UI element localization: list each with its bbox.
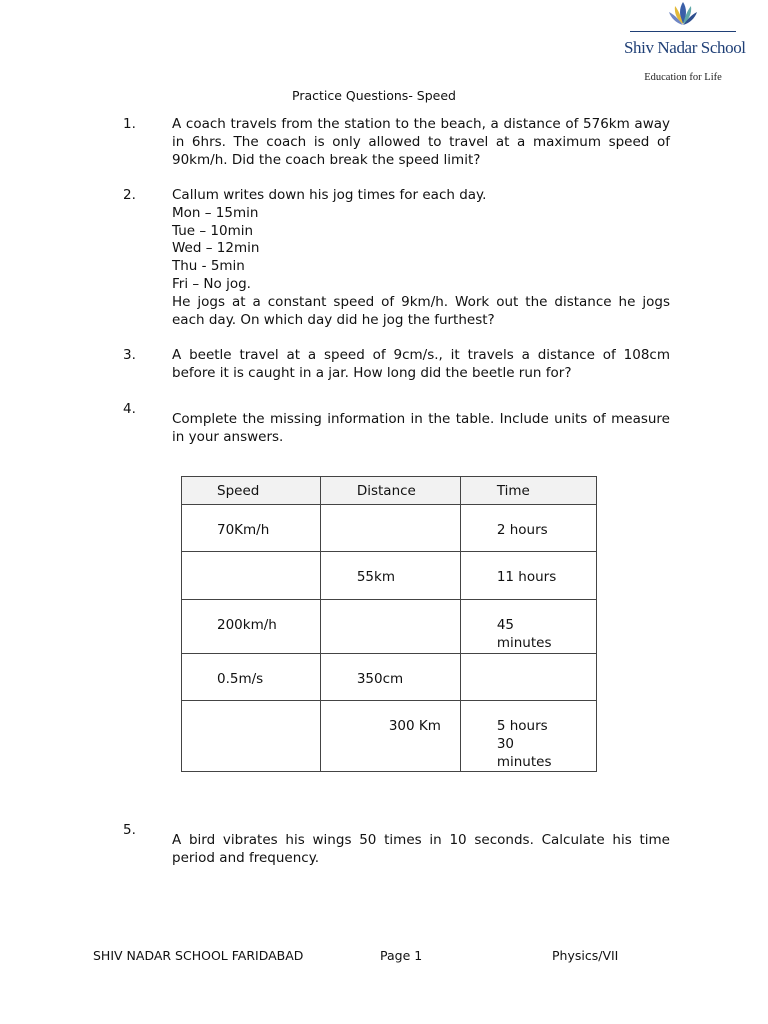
speed-distance-time-table [181, 476, 597, 772]
footer-page-number: Page 1 [380, 948, 423, 963]
table-cell-distance: 55km [356, 569, 395, 585]
table-cell-speed [217, 701, 320, 718]
table-row [182, 654, 597, 701]
jog-day: Fri – No jog. [172, 275, 251, 292]
question-text: A coach travels from the station to the beach, a distance of 576km away in 6hrs. The coach is only allowed to travel at a maximum speed of 90km/h. Did the coach break the speed limit? [172, 116, 670, 168]
question-text: A beetle travel at a speed of 9cm/s., it travels a distance of 108cm before it is caught in a jar. How long did the beetle run for? [172, 347, 670, 381]
question-number: 1. [123, 116, 136, 132]
question-text: A bird vibrates his wings 50 times in 10 seconds. Calculate his time period and frequency. [172, 832, 670, 866]
school-logo [624, 0, 746, 90]
lotus-icon [666, 0, 700, 30]
table-cell-distance [357, 600, 460, 617]
logo-tagline: Education for Life [644, 72, 722, 83]
jog-day: Tue – 10min [172, 222, 254, 239]
table-row [182, 552, 597, 600]
question-number: 5. [123, 822, 136, 838]
table-cell-time: 45 minutes [496, 617, 552, 651]
question-number: 2. [123, 187, 136, 203]
question-number: 3. [123, 347, 136, 363]
question-text: Complete the missing information in the table. Include units of measure in your answers. [172, 411, 670, 445]
table-cell-speed: 0.5m/s [217, 671, 264, 687]
footer-school: SHIV NADAR SCHOOL FARIDABAD [93, 948, 304, 963]
table-cell-speed: 70Km/h [217, 522, 270, 538]
table-cell-time: 5 hours 30 minutes [496, 718, 552, 770]
jog-day: Wed – 12min [172, 240, 260, 257]
column-header-speed: Speed [182, 477, 321, 505]
table-cell-distance [357, 505, 460, 522]
table-cell-time: 11 hours [496, 569, 557, 585]
table-row [182, 505, 597, 552]
table-cell-time: 2 hours [496, 522, 548, 538]
table-row [182, 600, 597, 654]
question-intro: Callum writes down his jog times for each day. [172, 187, 487, 203]
logo-school-name: Shiv Nadar School [624, 38, 746, 57]
question-body [172, 187, 670, 329]
table-cell-distance: 350cm [356, 671, 404, 687]
column-header-time: Time [460, 477, 596, 505]
table-cell-time [497, 654, 596, 671]
table-cell-speed: 200km/h [217, 617, 277, 633]
table-row [182, 701, 597, 772]
page-title: Practice Questions- Speed [292, 88, 456, 103]
question-number: 4. [123, 401, 136, 417]
table-header-row [182, 477, 597, 505]
table-cell-distance: 300 Km [388, 718, 441, 734]
table-cell-speed [217, 552, 320, 569]
logo-rule [630, 31, 736, 32]
footer-subject: Physics/VII [552, 948, 619, 963]
jog-day: Thu - 5min [172, 258, 245, 275]
jog-day: Mon – 15min [172, 204, 259, 221]
column-header-distance: Distance [320, 477, 460, 505]
question-outro: He jogs at a constant speed of 9km/h. Work out the distance he jogs each day. On which day did he jog the furthest? [172, 293, 670, 328]
